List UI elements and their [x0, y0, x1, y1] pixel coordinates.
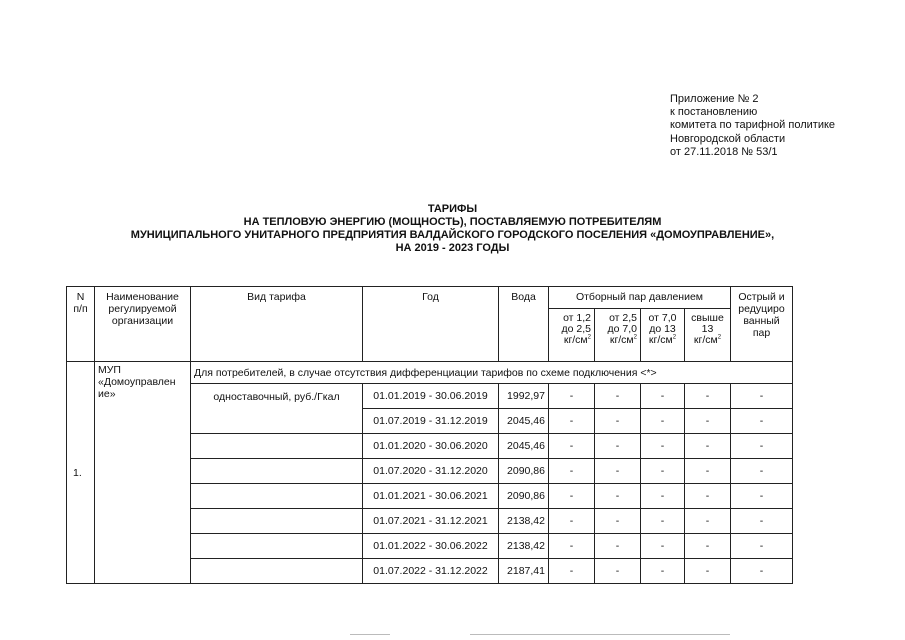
dash-cell: -: [731, 459, 793, 484]
subheader-text: свыше: [691, 312, 724, 324]
consumer-note: Для потребителей, в случае отсутствия дифференциации тарифов по схеме подключения <*>: [191, 362, 793, 384]
subheader-text: от 7,0: [648, 312, 677, 324]
dash-cell: -: [595, 559, 641, 584]
dash-cell: -: [731, 409, 793, 434]
subheader-unit: $кг/см^2$: [563, 334, 591, 346]
dash-cell: -: [685, 509, 731, 534]
dash-cell: -: [549, 509, 595, 534]
subheader-unit: $кг/см^2$: [648, 334, 677, 346]
dash-cell: -: [641, 434, 685, 459]
header-steam: Отборный пар давлением: [549, 287, 731, 309]
empty-type-cell: [191, 509, 363, 534]
dash-cell: -: [731, 559, 793, 584]
subheader-text: от 2,5: [609, 312, 637, 324]
organization-text: МУП: [98, 364, 121, 376]
appendix-line: Приложение № 2: [670, 93, 759, 105]
appendix-block: [670, 93, 835, 159]
subheader-pressure: [549, 309, 595, 362]
dash-cell: -: [731, 509, 793, 534]
dash-cell: -: [641, 559, 685, 584]
dash-cell: -: [549, 534, 595, 559]
organization-cell: [95, 362, 191, 584]
page-edge-artifact: [350, 634, 390, 635]
water-value: 2045,46: [499, 409, 549, 434]
appendix-line: к постановлению: [670, 106, 758, 119]
subheader-text: до 13: [649, 323, 676, 335]
period-cell: 01.01.2019 - 30.06.2019: [363, 384, 499, 409]
dash-cell: -: [641, 484, 685, 509]
water-value: 1992,97: [499, 384, 549, 409]
organization-text: ие»: [98, 388, 116, 400]
empty-type-cell: [191, 459, 363, 484]
empty-type-cell: [191, 484, 363, 509]
dash-cell: -: [641, 384, 685, 409]
header-sharp-steam: [731, 287, 793, 362]
tariff-table: [66, 286, 793, 584]
row-number-cell: [67, 362, 95, 584]
dash-cell: -: [549, 559, 595, 584]
appendix-line: комитета по тарифной политике: [670, 119, 836, 132]
dash-cell: -: [685, 384, 731, 409]
dash-cell: -: [685, 459, 731, 484]
subheader-pressure: [641, 309, 685, 362]
dash-cell: -: [641, 509, 685, 534]
dash-cell: -: [685, 559, 731, 584]
period-cell: 01.01.2020 - 30.06.2020: [363, 434, 499, 459]
dash-cell: -: [641, 409, 685, 434]
water-value: 2090,86: [499, 459, 549, 484]
dash-cell: -: [549, 384, 595, 409]
dash-cell: -: [595, 409, 641, 434]
title-line: НА 2019 - 2023 ГОДЫ: [395, 242, 510, 254]
dash-cell: -: [731, 434, 793, 459]
subheader-text: от 1,2: [563, 312, 591, 324]
water-value: 2187,41: [499, 559, 549, 584]
header-tariff-type: Вид тарифа: [191, 287, 363, 362]
header-number: [67, 287, 95, 362]
header-year: Год: [363, 287, 499, 362]
tariff-type-cell: одноставочный, руб./Гкал: [191, 384, 363, 434]
subheader-text: до 7,0: [607, 323, 637, 335]
title-line: НА ТЕПЛОВУЮ ЭНЕРГИЮ (МОЩНОСТЬ), ПОСТАВЛЯЕМУЮ ПОТРЕБИТЕЛЯМ: [243, 216, 662, 228]
dash-cell: -: [685, 484, 731, 509]
dash-cell: -: [549, 459, 595, 484]
header-text: Наименование: [106, 291, 179, 303]
dash-cell: -: [595, 484, 641, 509]
dash-cell: -: [595, 509, 641, 534]
water-value: 2138,42: [499, 509, 549, 534]
subheader-text: до 2,5: [561, 323, 591, 335]
title-line: МУНИЦИПАЛЬНОГО УНИТАРНОГО ПРЕДПРИЯТИЯ ВАЛДАЙСКОГО ГОРОДСКОГО ПОСЕЛЕНИЯ «ДОМОУПРАВЛЕНИЕ»,: [130, 229, 775, 241]
header-text: ванный: [743, 315, 780, 327]
dash-cell: -: [731, 534, 793, 559]
subheader-pressure: [685, 309, 731, 362]
dash-cell: -: [641, 459, 685, 484]
appendix-line: от 27.11.2018 № 53/1: [670, 145, 778, 158]
header-text: Острый и: [738, 291, 785, 303]
dash-cell: -: [731, 484, 793, 509]
water-value: 2090,86: [499, 484, 549, 509]
subheader-text: 13: [701, 323, 714, 335]
dash-cell: -: [595, 384, 641, 409]
dash-cell: -: [685, 434, 731, 459]
header-organization: [95, 287, 191, 362]
period-cell: 01.07.2021 - 31.12.2021: [363, 509, 499, 534]
period-cell: 01.07.2022 - 31.12.2022: [363, 559, 499, 584]
dash-cell: -: [549, 434, 595, 459]
page-edge-artifact: [470, 634, 730, 635]
organization-text: «Домоуправлен: [98, 376, 176, 388]
period-cell: 01.01.2022 - 30.06.2022: [363, 534, 499, 559]
subheader-unit: $кг/см^2$: [609, 334, 637, 346]
water-value: 2138,42: [499, 534, 549, 559]
period-cell: 01.07.2019 - 31.12.2019: [363, 409, 499, 434]
dash-cell: -: [731, 384, 793, 409]
title-line: ТАРИФЫ: [427, 203, 478, 215]
subheader-pressure: [595, 309, 641, 362]
appendix-line: Новгородской области: [670, 132, 786, 145]
header-text: организации: [111, 315, 174, 327]
header-text: редуциро: [738, 303, 785, 315]
dash-cell: -: [685, 534, 731, 559]
subheader-unit: $кг/см^2$: [693, 334, 722, 346]
header-text: регулируемой: [108, 303, 177, 315]
empty-type-cell: [191, 534, 363, 559]
dash-cell: -: [549, 484, 595, 509]
header-text: п/п: [73, 303, 88, 315]
period-cell: 01.01.2021 - 30.06.2021: [363, 484, 499, 509]
dash-cell: -: [595, 459, 641, 484]
dash-cell: -: [641, 534, 685, 559]
header-text: N: [76, 291, 85, 303]
dash-cell: -: [595, 534, 641, 559]
empty-type-cell: [191, 434, 363, 459]
dash-cell: -: [549, 409, 595, 434]
dash-cell: -: [685, 409, 731, 434]
header-water: Вода: [499, 287, 549, 362]
header-text: пар: [752, 327, 771, 339]
dash-cell: -: [595, 434, 641, 459]
water-value: 2045,46: [499, 434, 549, 459]
row-number: 1.: [73, 466, 82, 479]
document-title: [0, 203, 905, 255]
period-cell: 01.07.2020 - 31.12.2020: [363, 459, 499, 484]
empty-type-cell: [191, 559, 363, 584]
